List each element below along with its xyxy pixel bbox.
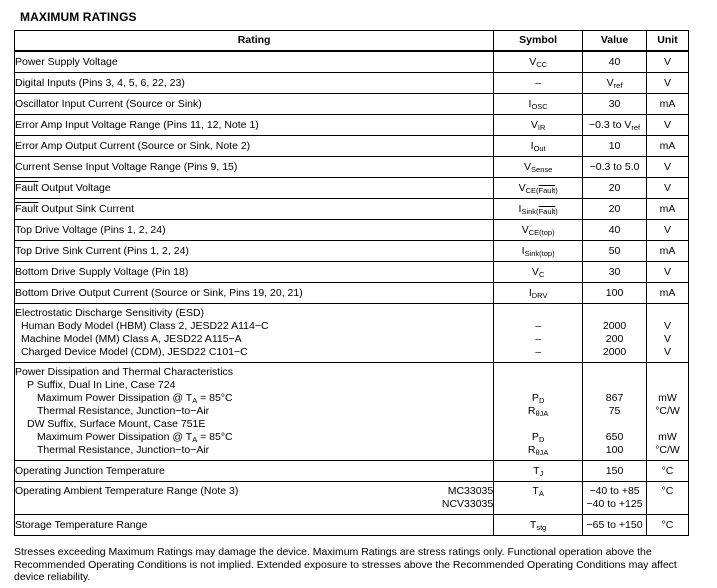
value-cell: −65 to +150: [583, 515, 647, 536]
table-header-row: [15, 31, 689, 52]
table-row: [15, 94, 689, 115]
value-cell: −0.3 to 5.0: [583, 157, 647, 178]
esd-hbm: Human Body Model (HBM) Class 2, JESD22 A114−C: [21, 320, 269, 332]
rating-cell: Power Supply Voltage: [15, 51, 494, 73]
symbol-cell: $V_{Sense}$: [494, 157, 583, 178]
symbol-cell: $P_D$ $R_{\theta JA}$ $P_D$ $R_{\theta JA}$: [494, 363, 583, 461]
unit-cell: V: [647, 73, 689, 94]
table-row: [15, 262, 689, 283]
maximum-ratings-table: [14, 30, 689, 536]
value-cell: 30: [583, 94, 647, 115]
unit-cell: mA: [647, 241, 689, 262]
symbol-cell: $V_{CE(Fault)}$: [494, 178, 583, 199]
table-row: [15, 283, 689, 304]
table-row: [15, 136, 689, 157]
rating-cell: Operating Ambient Temperature Range (Note 3) MC33035 NCV33035: [15, 482, 494, 515]
esd-cdm: Charged Device Model (CDM), JESD22 C101−C: [21, 346, 248, 358]
rating-cell: Current Sense Input Voltage Range (Pins 9, 15): [15, 157, 494, 178]
symbol-cell: $V_{CC}$: [494, 51, 583, 73]
value-cell: 40: [583, 51, 647, 73]
table-row-ambient: [15, 482, 689, 515]
unit-cell: V: [647, 220, 689, 241]
rating-cell: Storage Temperature Range: [15, 515, 494, 536]
table-row: [15, 241, 689, 262]
table-row-power: [15, 363, 689, 461]
table-row: [15, 178, 689, 199]
symbol-cell: $V_{IR}$: [494, 115, 583, 136]
value-cell: 150: [583, 461, 647, 482]
symbol-cell: $I_{Sink(Fault)}$: [494, 199, 583, 220]
table-row: [15, 199, 689, 220]
header-value: Value: [583, 31, 647, 52]
rating-cell: Error Amp Output Current (Source or Sink, Note 2): [15, 136, 494, 157]
rating-cell: Power Dissipation and Thermal Characteristics P Suffix, Dual In Line, Case 724 Maximum Power Dissipation @ $T_A = 85^\circ C$ Thermal Resistance, Junction−to−Air DW Suffix, Surface Mount, Case 751E Maximum Power Dissipation @ $T_A = 85^\circ C$ Thermal Resistance, Junction−to−Air: [15, 363, 494, 461]
table-row-esd: [15, 304, 689, 363]
symbol-cell: $T_A$: [494, 482, 583, 515]
value-cell: $V_{ref}$: [583, 73, 647, 94]
esd-heading: Electrostatic Discharge Sensitivity (ESD): [15, 307, 205, 319]
symbol-cell: $T_J$: [494, 461, 583, 482]
rating-cell: [15, 304, 494, 363]
value-cell: 40: [583, 220, 647, 241]
symbol-cell: $I_{Out}$: [494, 136, 583, 157]
rating-cell: Error Amp Input Voltage Range (Pins 11, 12, Note 1): [15, 115, 494, 136]
unit-cell: °C: [647, 515, 689, 536]
rating-cell: Top Drive Sink Current (Pins 1, 2, 24): [15, 241, 494, 262]
unit-cell: °C: [647, 482, 689, 515]
symbol-cell: $T_{stg}$: [494, 515, 583, 536]
symbol-cell: $I_{Sink(top)}$: [494, 241, 583, 262]
unit-cell: V: [647, 178, 689, 199]
unit-cell: V: [647, 262, 689, 283]
rating-cell: Digital Inputs (Pins 3, 4, 5, 6, 22, 23): [15, 73, 494, 94]
unit-cell: mA: [647, 283, 689, 304]
unit-cell: mW °C/W mW °C/W: [647, 363, 689, 461]
unit-cell: V: [647, 115, 689, 136]
unit-cell: mA: [647, 136, 689, 157]
table-row: [15, 515, 689, 536]
header-symbol: Symbol: [494, 31, 583, 52]
value-cell: 30: [583, 262, 647, 283]
symbol-cell: –: [494, 73, 583, 94]
footnote: Stresses exceeding Maximum Ratings may damage the device. Maximum Ratings are stress ratings only. Functional operation above the Recommended Operating Conditions is not implied. Extended exposure to stresses above the Recommended Operating Conditions may affect device reliability.: [14, 546, 677, 583]
value-cell: −40 to +85 −40 to +125: [583, 482, 647, 515]
value-cell: 20: [583, 199, 647, 220]
table-row: [15, 157, 689, 178]
rating-cell: Operating Junction Temperature: [15, 461, 494, 482]
table-row: [15, 220, 689, 241]
unit-cell: V: [647, 51, 689, 73]
symbol-cell: – – –: [494, 304, 583, 363]
table-row: [15, 461, 689, 482]
symbol-cell: $V_C$: [494, 262, 583, 283]
unit-cell: mA: [647, 94, 689, 115]
section-title: MAXIMUM RATINGS: [20, 10, 137, 24]
rating-cell: Oscillator Input Current (Source or Sink): [15, 94, 494, 115]
header-unit: Unit: [647, 31, 689, 52]
symbol-cell: $I_{OSC}$: [494, 94, 583, 115]
value-cell: 10: [583, 136, 647, 157]
rating-cell: Fault Output Voltage: [15, 178, 494, 199]
value-cell: 50: [583, 241, 647, 262]
rating-cell: Top Drive Voltage (Pins 1, 2, 24): [15, 220, 494, 241]
symbol-cell: $V_{CE(top)}$: [494, 220, 583, 241]
rating-cell: Bottom Drive Output Current (Source or Sink, Pins 19, 20, 21): [15, 283, 494, 304]
table-row: [15, 73, 689, 94]
unit-cell: V V V: [647, 304, 689, 363]
rating-cell: Bottom Drive Supply Voltage (Pin 18): [15, 262, 494, 283]
rating-cell: Fault Output Sink Current: [15, 199, 494, 220]
value-cell: 867 75 650 100: [583, 363, 647, 461]
table-row: [15, 115, 689, 136]
symbol-cell: $I_{DRV}$: [494, 283, 583, 304]
unit-cell: V: [647, 157, 689, 178]
value-cell: 20: [583, 178, 647, 199]
unit-cell: °C: [647, 461, 689, 482]
value-cell: −0.3 to $V_{ref}$: [583, 115, 647, 136]
table-row: [15, 51, 689, 73]
value-cell: 2000 200 2000: [583, 304, 647, 363]
value-cell: 100: [583, 283, 647, 304]
unit-cell: mA: [647, 199, 689, 220]
esd-mm: Machine Model (MM) Class A, JESD22 A115−A: [21, 333, 242, 345]
header-rating: Rating: [15, 31, 494, 52]
